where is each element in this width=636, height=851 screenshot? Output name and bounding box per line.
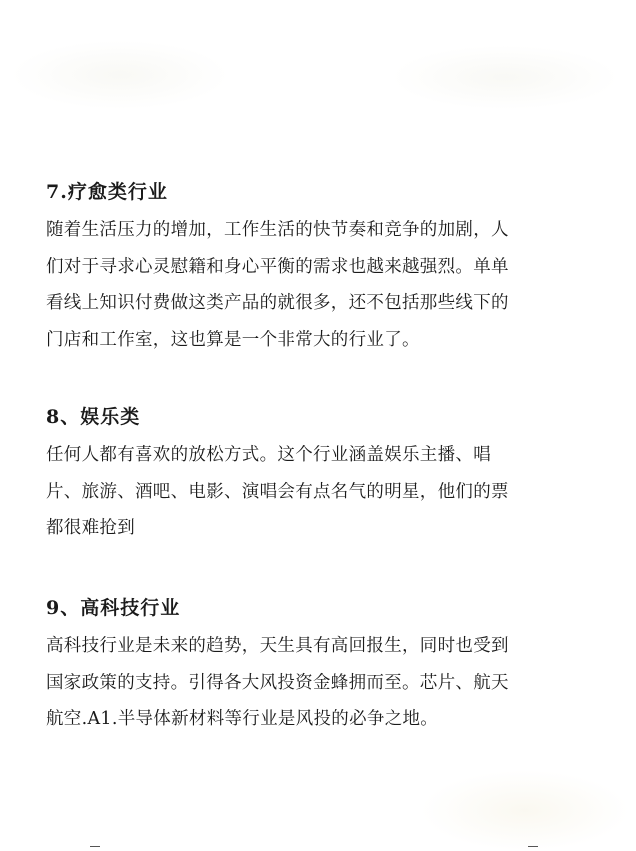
section-paragraph	[46, 437, 596, 547]
blurred-header-right	[390, 45, 620, 110]
paragraph-line: 看线上知识付费做这类产品的就很多，还不包括那些线下的	[46, 293, 509, 313]
paragraph-line: 门店和工作室，这也算是一个非常大的行业了。	[46, 329, 420, 350]
paragraph-line: 们对于寻求心灵慰籍和身心平衡的需求也越来越强烈。单单	[46, 256, 509, 277]
section-paragraph	[46, 628, 596, 738]
paragraph-line: 国家政策的支持。引得各大风投资金蜂拥而至。芯片、航天	[46, 672, 509, 693]
section-paragraph	[46, 212, 596, 358]
paragraph-line: 任何人都有喜欢的放松方式。这个行业涵盖娱乐主播、唱	[46, 445, 491, 465]
crop-mark-right	[528, 846, 538, 847]
paragraph-line: 都很难抢到	[46, 518, 135, 538]
paragraph-line: 随着生活压力的增加，工作生活的快节奏和竞争的加剧，人	[46, 220, 509, 240]
section-high-tech-industry	[46, 594, 596, 738]
section-title: 7.疗愈类行业	[46, 181, 168, 203]
section-healing-industry	[46, 178, 596, 358]
section-title: 8、娱乐类	[46, 406, 141, 428]
paragraph-line: 高科技行业是未来的趋势，天生具有高回报生，同时也受到	[46, 636, 509, 656]
section-title: 9、高科技行业	[46, 597, 181, 619]
blurred-header-left	[10, 40, 230, 110]
paragraph-line: 片、旅游、酒吧、电影、演唱会有点名气的明星，他们的票	[46, 481, 509, 502]
blurred-footer-right	[420, 770, 630, 851]
paragraph-line: 航空.A1.半导体新材料等行业是风投的必争之地。	[46, 709, 439, 729]
section-entertainment	[46, 403, 596, 547]
crop-mark-left	[90, 846, 100, 847]
